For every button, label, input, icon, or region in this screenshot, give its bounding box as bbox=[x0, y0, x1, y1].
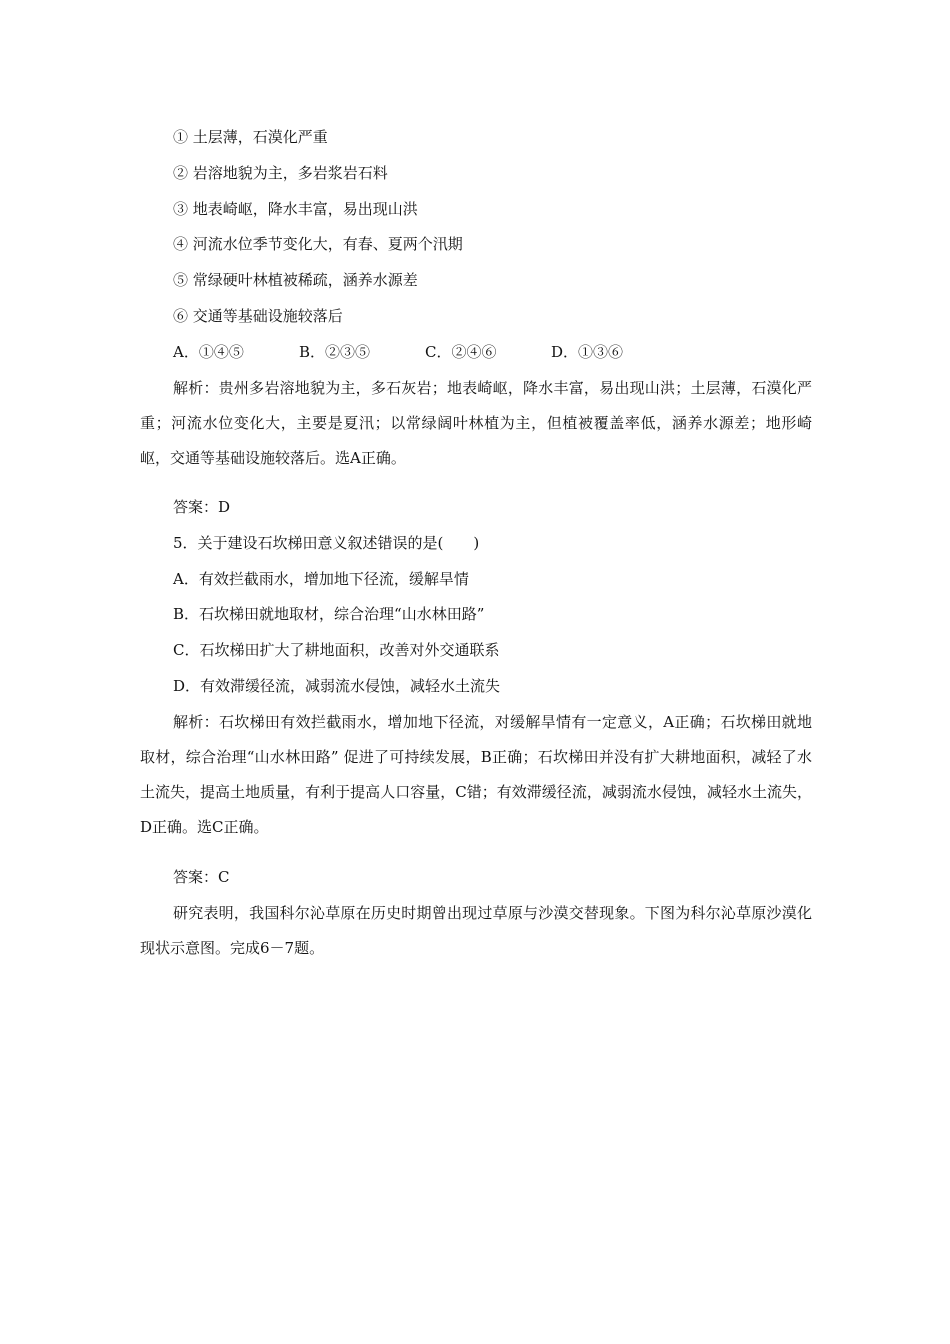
q4-analysis: 解析：贵州多岩溶地貌为主，多石灰岩；地表崎岖，降水丰富，易出现山洪；土层薄，石漠化严重；河流水位变化大，主要是夏汛；以常绿阔叶林植为主，但植被覆盖率低，涵养水源差；地形崎岖，交通等基础设施较落后。选A正确。 bbox=[140, 379, 812, 467]
q5-option-c: C．石坎梯田扩大了耕地面积，改善对外交通联系 bbox=[173, 641, 500, 659]
q4-option-c: C．②④⑥ bbox=[425, 343, 497, 361]
q4-item-2: ② 岩溶地貌为主，多岩浆岩石料 bbox=[173, 164, 388, 182]
q5-option-d: D．有效滞缓径流，减弱流水侵蚀，减轻水土流失 bbox=[173, 677, 501, 695]
q4-item-4: ④ 河流水位季节变化大，有春、夏两个汛期 bbox=[173, 235, 463, 253]
q4-option-b: B．②③⑤ bbox=[299, 343, 371, 361]
q5-analysis: 解析：石坎梯田有效拦截雨水，增加地下径流，对缓解旱情有一定意义，A正确；石坎梯田就地取材，综合治理“山水林田路” 促进了可持续发展，B正确；石坎梯田并没有扩大耕地面积，减轻了水土流失，提高土地质量，有利于提高人口容量，C错；有效滞缓径流，减弱流水侵蚀，减轻水土流失，D正确。选C正确。 bbox=[140, 713, 812, 836]
q4-item-1: ① 土层薄，石漠化严重 bbox=[173, 128, 328, 146]
q4-option-a: A．①④⑤ bbox=[173, 343, 244, 361]
q5-answer: 答案：C bbox=[173, 868, 230, 886]
intro-questions-6-7: 研究表明，我国科尔沁草原在历史时期曾出现过草原与沙漠交替现象。下图为科尔沁草原沙漠化现状示意图。完成6－7题。 bbox=[140, 904, 812, 957]
q5-option-a: A．有效拦截雨水，增加地下径流，缓解旱情 bbox=[173, 570, 469, 588]
q4-item-5: ⑤ 常绿硬叶林植被稀疏，涵养水源差 bbox=[173, 271, 418, 289]
q4-options bbox=[173, 342, 623, 362]
q4-option-d: D．①③⑥ bbox=[551, 343, 624, 361]
q4-answer: 答案：D bbox=[173, 498, 231, 516]
q5-stem: 5．关于建设石坎梯田意义叙述错误的是( ) bbox=[173, 534, 480, 552]
q4-item-3: ③ 地表崎岖，降水丰富，易出现山洪 bbox=[173, 200, 418, 218]
q4-item-6: ⑥ 交通等基础设施较落后 bbox=[173, 307, 343, 325]
q5-option-b: B．石坎梯田就地取材，综合治理“山水林田路” bbox=[173, 605, 485, 623]
